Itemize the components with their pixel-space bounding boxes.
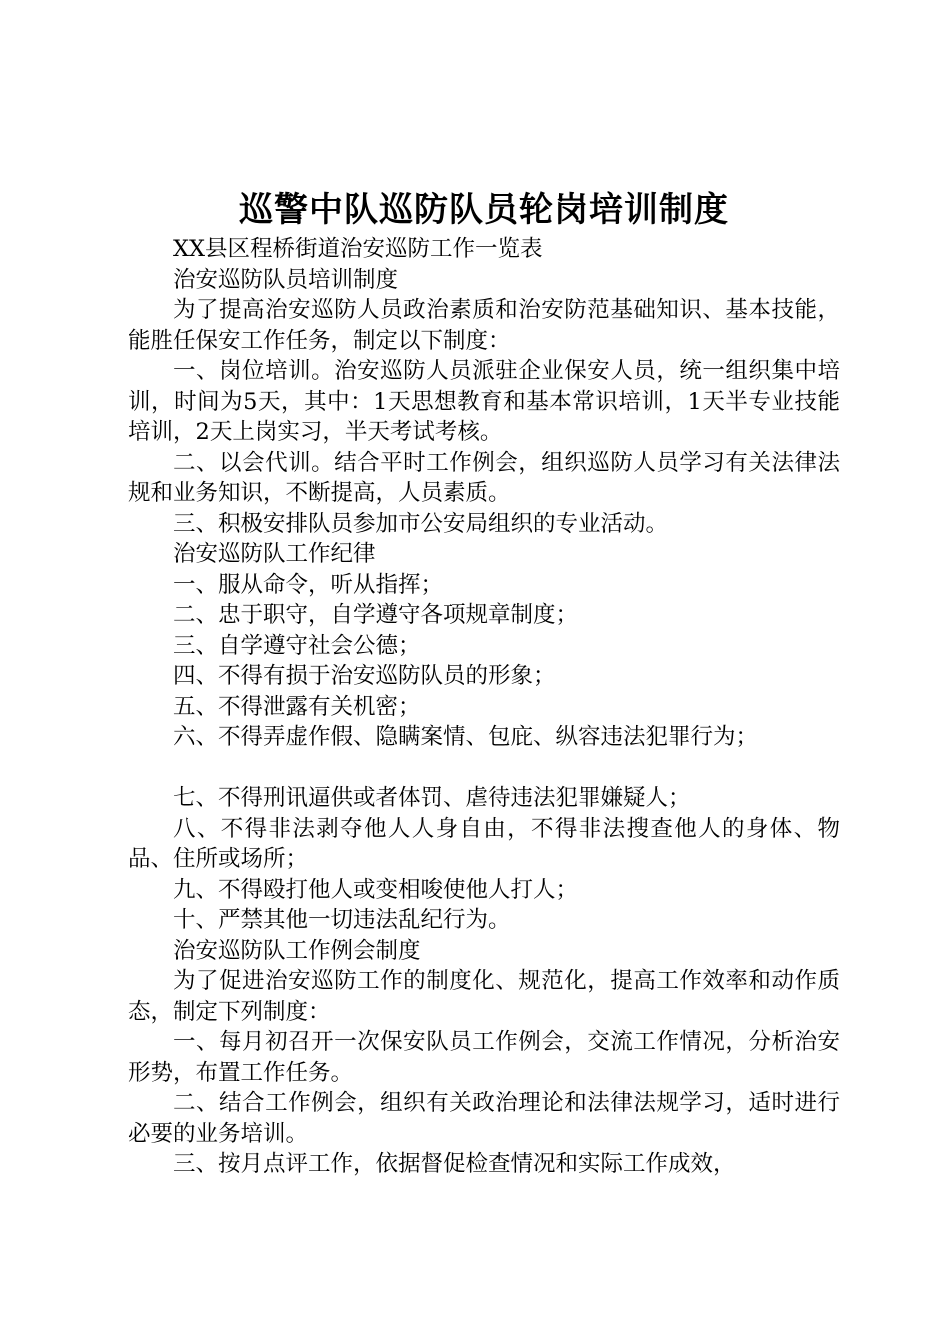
list-item: 七、不得刑讯逼供或者体罚、虐待违法犯罪嫌疑人； (173, 785, 691, 811)
paragraph: 三、积极安排队员参加市公安局组织的专业活动。 (173, 510, 669, 537)
list-item: 六、不得弄虚作假、隐瞒案情、包庇、纵容违法犯罪行为； (173, 724, 759, 750)
list-item: 四、不得有损于治安巡防队员的形象； (173, 663, 556, 689)
paragraph: 为了促进治安巡防工作的制度化、规范化，提高工作效率和动作质态，制定下列制度： (128, 968, 840, 1025)
document-title: 巡警中队巡防队员轮岗培训制度 (239, 190, 729, 230)
section-heading: 治安巡防队员培训制度 (173, 266, 399, 293)
paragraph: 为了提高治安巡防人员政治素质和治安防范基础知识、基本技能，能胜任保安工作任务，制定以下制度： (128, 297, 840, 354)
list-item: 十、严禁其他一切违法乱纪行为。 (173, 907, 511, 933)
list-item: 八、不得非法剥夺他人人身自由，不得非法搜查他人的身体、物品、住所或场所； (128, 815, 840, 872)
paragraph: 一、岗位培训。治安巡防人员派驻企业保安人员，统一组织集中培训，时间为5天，其中：1天思想教育和基本常识培训，1天半专业技能培训，2天上岗实习，半天考试考核。 (128, 358, 840, 445)
paragraph: 三、按月点评工作，依据督促检查情况和实际工作成效， (173, 1151, 736, 1177)
paragraph: 二、以会代训。结合平时工作例会，组织巡防人员学习有关法律法规和业务知识，不断提高，人员素质。 (128, 449, 840, 506)
list-item: 五、不得泄露有关机密； (173, 693, 421, 720)
section-heading: 治安巡防队工作纪律 (173, 541, 376, 567)
list-item: 一、服从命令，听从指挥； (173, 571, 444, 598)
list-item: 三、自学遵守社会公德； (173, 632, 421, 659)
list-item: 九、不得殴打他人或变相唆使他人打人； (173, 876, 579, 903)
list-item: 二、忠于职守，自学遵守各项规章制度； (173, 602, 579, 628)
section-heading: 治安巡防队工作例会制度 (173, 937, 421, 964)
paragraph: XX县区程桥街道治安巡防工作一览表 (173, 236, 543, 262)
paragraph: 一、每月初召开一次保安队员工作例会，交流工作情况，分析治安形势，布置工作任务。 (128, 1029, 840, 1086)
document-body (128, 234, 840, 1180)
blank-line (128, 753, 840, 784)
paragraph: 二、结合工作例会，组织有关政治理论和法律法规学习，适时进行必要的业务培训。 (128, 1090, 840, 1147)
